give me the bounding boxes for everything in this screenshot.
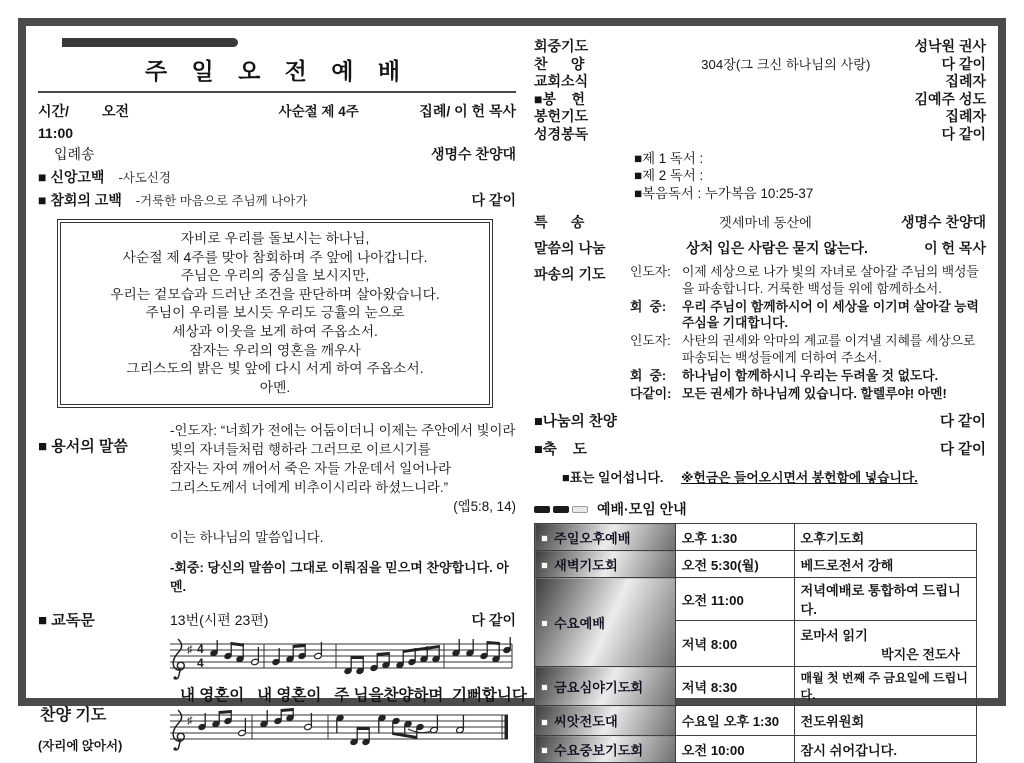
meeting-time-cell: 저녁 8:30 — [675, 667, 794, 706]
hymn-lyrics: 내 영혼이 내 영혼이 주 님을찬양하며 기뻐합니다 — [180, 687, 527, 705]
order-center: 304장(그 크신 하나님의 사랑) — [701, 56, 871, 72]
order-label: 회중기도 — [534, 38, 589, 54]
reading-line: ■복음독서 : 누가복음 10:25-37 — [634, 185, 814, 201]
prayer-line: 사순절 제 4주를 맞아 참회하며 주 앞에 나아갑니다. — [122, 249, 428, 265]
square-icon — [541, 719, 548, 726]
scripture-line: -인도자: “너희가 전에는 어둠이더니 이제는 주안에서 빛이라 — [170, 423, 516, 439]
svg-text:♯: ♯ — [187, 644, 193, 657]
meeting-name: 주일오후예배 — [554, 530, 631, 546]
meeting-desc-cell: 잠시 쉬어갑니다. — [794, 736, 977, 763]
seated-note: (자리에 앉아서) — [38, 739, 123, 754]
meeting-name-cell — [535, 578, 676, 667]
order-who: 집례자 — [945, 73, 986, 89]
table-row — [535, 736, 977, 763]
creed-row — [38, 167, 516, 187]
responsive-reading-number: 13번(시편 23편) — [170, 612, 269, 629]
svg-text:4: 4 — [197, 642, 204, 657]
sharing-praise-row — [534, 410, 986, 431]
meeting-name: 새벽기도회 — [554, 557, 618, 573]
meeting-time-cell: 오후 1:30 — [675, 524, 794, 551]
procession-label: 입례송 — [54, 146, 95, 162]
confession-row — [38, 190, 516, 210]
time-value: 오전 — [102, 103, 130, 119]
order-who: 성낙원 권사 — [914, 38, 986, 54]
reading-line: ■제 2 독서 : — [634, 168, 704, 183]
bar-icon — [553, 506, 569, 513]
time-label: 시간/ — [38, 103, 69, 119]
confession-response: 다 같이 — [471, 192, 516, 208]
left-column — [38, 36, 527, 755]
speech: 모든 권세가 하나님께 있습니다. 할렐루야! 아멘! — [682, 385, 947, 401]
square-icon — [541, 562, 548, 569]
sharing-praise-label: ■나눔의 찬양 — [534, 414, 617, 431]
procession-performer: 생명수 찬양대 — [430, 146, 516, 162]
prayer-line: 잠자는 우리의 영혼을 깨우사 — [189, 342, 361, 358]
season-label: 사순절 제 4주 — [278, 104, 359, 119]
meeting-desc-cell: 저녁예배로 통합하여 드립니다. — [794, 578, 977, 621]
bar-icon — [572, 506, 588, 513]
dialogue-line — [630, 368, 986, 385]
order-who: 다 같이 — [941, 125, 986, 142]
scripture-line: 그리스도께서 너에게 비추이시리라 하셨느니라.” — [170, 480, 449, 496]
treble-clef-icon — [173, 639, 184, 679]
order-row — [534, 38, 986, 55]
treble-clef-icon — [173, 710, 184, 750]
sending-prayer-body — [630, 264, 986, 403]
order-label: 성경봉독 — [534, 125, 589, 142]
service-meta-row — [38, 100, 516, 121]
speech: 사탄의 권세와 악마의 계교를 이겨낼 지혜를 세상으로 파송되는 백성들에게 더하여 주소서. — [682, 333, 976, 365]
order-label: 교회소식 — [534, 73, 589, 89]
table-row — [535, 524, 977, 551]
responsive-reading-label: ■ 교독문 — [38, 612, 95, 630]
decorative-top-bar — [62, 38, 238, 47]
order-row — [534, 91, 986, 108]
meeting-name-cell — [535, 551, 676, 578]
forgiveness-closing: 이는 하나님의 말씀입니다. — [170, 530, 324, 546]
responsive-reading-row — [38, 609, 516, 630]
svg-text:4: 4 — [197, 656, 204, 671]
order-label: ■봉 헌 — [534, 90, 586, 107]
page-title: 주 일 오 전 예 배 — [144, 58, 410, 84]
prayer-line: 우리는 겉모습과 드러난 조건을 판단하며 살아왔습니다. — [110, 286, 440, 302]
meeting-time-cell: 오전 5:30(월) — [675, 551, 794, 578]
order-row — [534, 108, 986, 125]
right-column — [534, 38, 986, 763]
title-divider — [38, 91, 516, 93]
confession-label: ■ 참회의 고백 — [38, 192, 122, 208]
speaker: 회 중: — [630, 367, 667, 383]
prayer-line: 자비로 우리를 돌보시는 하나님, — [180, 231, 370, 246]
meeting-name: 금요심야기도회 — [554, 679, 644, 695]
prayer-line: 세상과 이웃을 보게 하여 주옵소서. — [172, 323, 378, 339]
meeting-name: 씨앗전도대 — [554, 714, 618, 730]
square-icon — [541, 747, 548, 754]
meeting-desc-cell: 오후기도회 — [794, 524, 977, 551]
sermon-label: 말씀의 나눔 — [534, 240, 606, 256]
square-icon — [541, 535, 548, 542]
square-icon — [541, 684, 548, 691]
special-song-title: 겟세마네 동산에 — [719, 215, 812, 230]
meeting-desc-cell: 전도위원회 — [794, 706, 977, 736]
music-staves — [168, 636, 527, 755]
special-song-who: 생명수 찬양대 — [900, 214, 986, 230]
scripture-readings — [634, 150, 986, 203]
bar-icon — [534, 506, 550, 513]
meeting-name-cell — [535, 667, 676, 706]
music-staff-1 — [168, 636, 514, 682]
sending-prayer-section — [534, 264, 986, 403]
meeting-time-cell: 저녁 8:00 — [675, 621, 794, 667]
dialogue-line — [630, 299, 986, 333]
special-song-label: 특 송 — [534, 214, 585, 230]
hymn-section — [38, 636, 527, 755]
bulletin-page — [18, 18, 1006, 758]
creed-note: -사도신경 — [118, 171, 171, 185]
meeting-desc-cell: 매월 첫 번째 주 금요일에 드립니다. — [794, 667, 977, 706]
table-row — [535, 667, 977, 706]
forgiveness-label: ■ 용서의 말씀 — [38, 438, 128, 456]
sermon-row — [534, 240, 986, 257]
forgiveness-section — [38, 421, 516, 596]
meeting-time-cell: 오전 10:00 — [675, 736, 794, 763]
speaker: 인도자: — [630, 264, 671, 279]
order-row — [534, 126, 986, 143]
table-row — [535, 706, 977, 736]
meeting-desc-cell: 베드로전서 강해 — [794, 551, 977, 578]
stand-note: ■표는 일어섭니다. — [562, 470, 664, 486]
meeting-name: 수요예배 — [554, 615, 605, 631]
dialogue-line — [630, 333, 986, 367]
confession-note: -거룩한 마음으로 주님께 나아가 — [135, 194, 308, 208]
prayer-line: 아멘. — [259, 379, 291, 395]
order-who: 다 같이 — [941, 55, 986, 72]
speech: 이제 세상으로 나가 빛의 자녀로 살아갈 주님의 백성들을 파송합니다. 거룩한 백성들 위에 함께하소서. — [682, 264, 979, 296]
sermon-preacher: 이 헌 목사 — [924, 240, 986, 256]
confession-prayer-box — [60, 222, 490, 405]
meeting-time-cell: 수요일 오후 1:30 — [675, 706, 794, 736]
legend-note — [562, 467, 986, 486]
congregation-response: -회중: 당신의 말씀이 그대로 이뤄짐을 믿으며 찬양합니다. 아멘. — [170, 560, 509, 595]
sermon-title: 상처 입은 사람은 묻지 않는다. — [686, 240, 868, 256]
order-label: 봉헌기도 — [534, 108, 589, 124]
dialogue-line — [630, 264, 986, 298]
sending-prayer-label: 파송의 기도 — [534, 266, 606, 282]
svg-text:♯: ♯ — [187, 715, 193, 728]
prayer-line: 주님은 우리의 중심을 보시지만, — [180, 268, 370, 284]
order-who: 김예주 성도 — [914, 90, 986, 107]
special-song-row — [534, 214, 986, 231]
offering-note: ※헌금은 들어오시면서 봉헌함에 넣습니다. — [680, 470, 918, 486]
sharing-praise-who: 다 같이 — [939, 414, 986, 431]
order-row — [534, 73, 986, 90]
order-who: 집례자 — [945, 108, 986, 124]
table-row — [535, 578, 977, 621]
service-time: 11:00 — [38, 125, 74, 141]
dialogue-line — [630, 386, 986, 403]
benediction-who: 다 같이 — [939, 442, 986, 459]
speaker: 인도자: — [630, 333, 671, 349]
scripture-reference: (엡5:8, 14) — [453, 499, 516, 515]
forgiveness-body — [170, 421, 516, 596]
schedule-header — [534, 499, 986, 519]
meeting-name-cell — [535, 736, 676, 763]
meeting-desc-cell — [794, 621, 977, 667]
meeting-name-cell — [535, 706, 676, 736]
schedule-table — [534, 523, 977, 763]
reading-line: ■제 1 독서 : — [634, 150, 704, 166]
schedule-title: 예배·모임 안내 — [597, 501, 687, 518]
square-icon — [541, 620, 548, 627]
meeting-name: 수요중보기도회 — [554, 742, 644, 758]
music-staff-2 — [168, 707, 514, 755]
speaker: 다같이: — [630, 385, 672, 401]
meeting-name-cell — [535, 524, 676, 551]
prayer-line: 주님이 우리를 보시듯 우리도 긍휼의 눈으로 — [145, 305, 405, 321]
benediction-row — [534, 438, 986, 459]
speech: 하나님이 함께하시니 우리는 두려울 것 없도다. — [682, 367, 939, 383]
scripture-line: 빛의 자녀들처럼 행하라 그러므로 이르시기를 — [170, 442, 431, 458]
speaker: 회 중: — [630, 298, 667, 314]
order-row — [534, 56, 986, 73]
procession-row — [54, 144, 516, 164]
benediction-label: ■축 도 — [534, 442, 587, 459]
meeting-desc: 로마서 읽기 — [800, 627, 868, 643]
responsive-reading-who: 다 같이 — [471, 612, 516, 629]
hymn-labels — [38, 636, 168, 755]
praise-prayer-label: 찬양 기도 — [40, 707, 107, 725]
table-row — [535, 551, 977, 578]
prayer-line: 그리스도의 밝은 빛 앞에 다시 서게 하여 주옵소서. — [126, 361, 424, 377]
meeting-time-cell: 오전 11:00 — [675, 578, 794, 621]
creed-label: ■ 신앙고백 — [38, 169, 105, 185]
speech: 우리 주님이 함께하시어 이 세상을 이기며 살아갈 능력 주심을 기대합니다. — [682, 298, 979, 331]
meeting-desc-sub: 박지은 전도사 — [881, 646, 960, 662]
officiant-label: 집례/ 이 헌 목사 — [419, 103, 516, 119]
order-label: 찬 양 — [534, 55, 585, 72]
scripture-line: 잠자는 자여 깨어서 죽은 자들 가운데서 일어나라 — [170, 461, 452, 477]
